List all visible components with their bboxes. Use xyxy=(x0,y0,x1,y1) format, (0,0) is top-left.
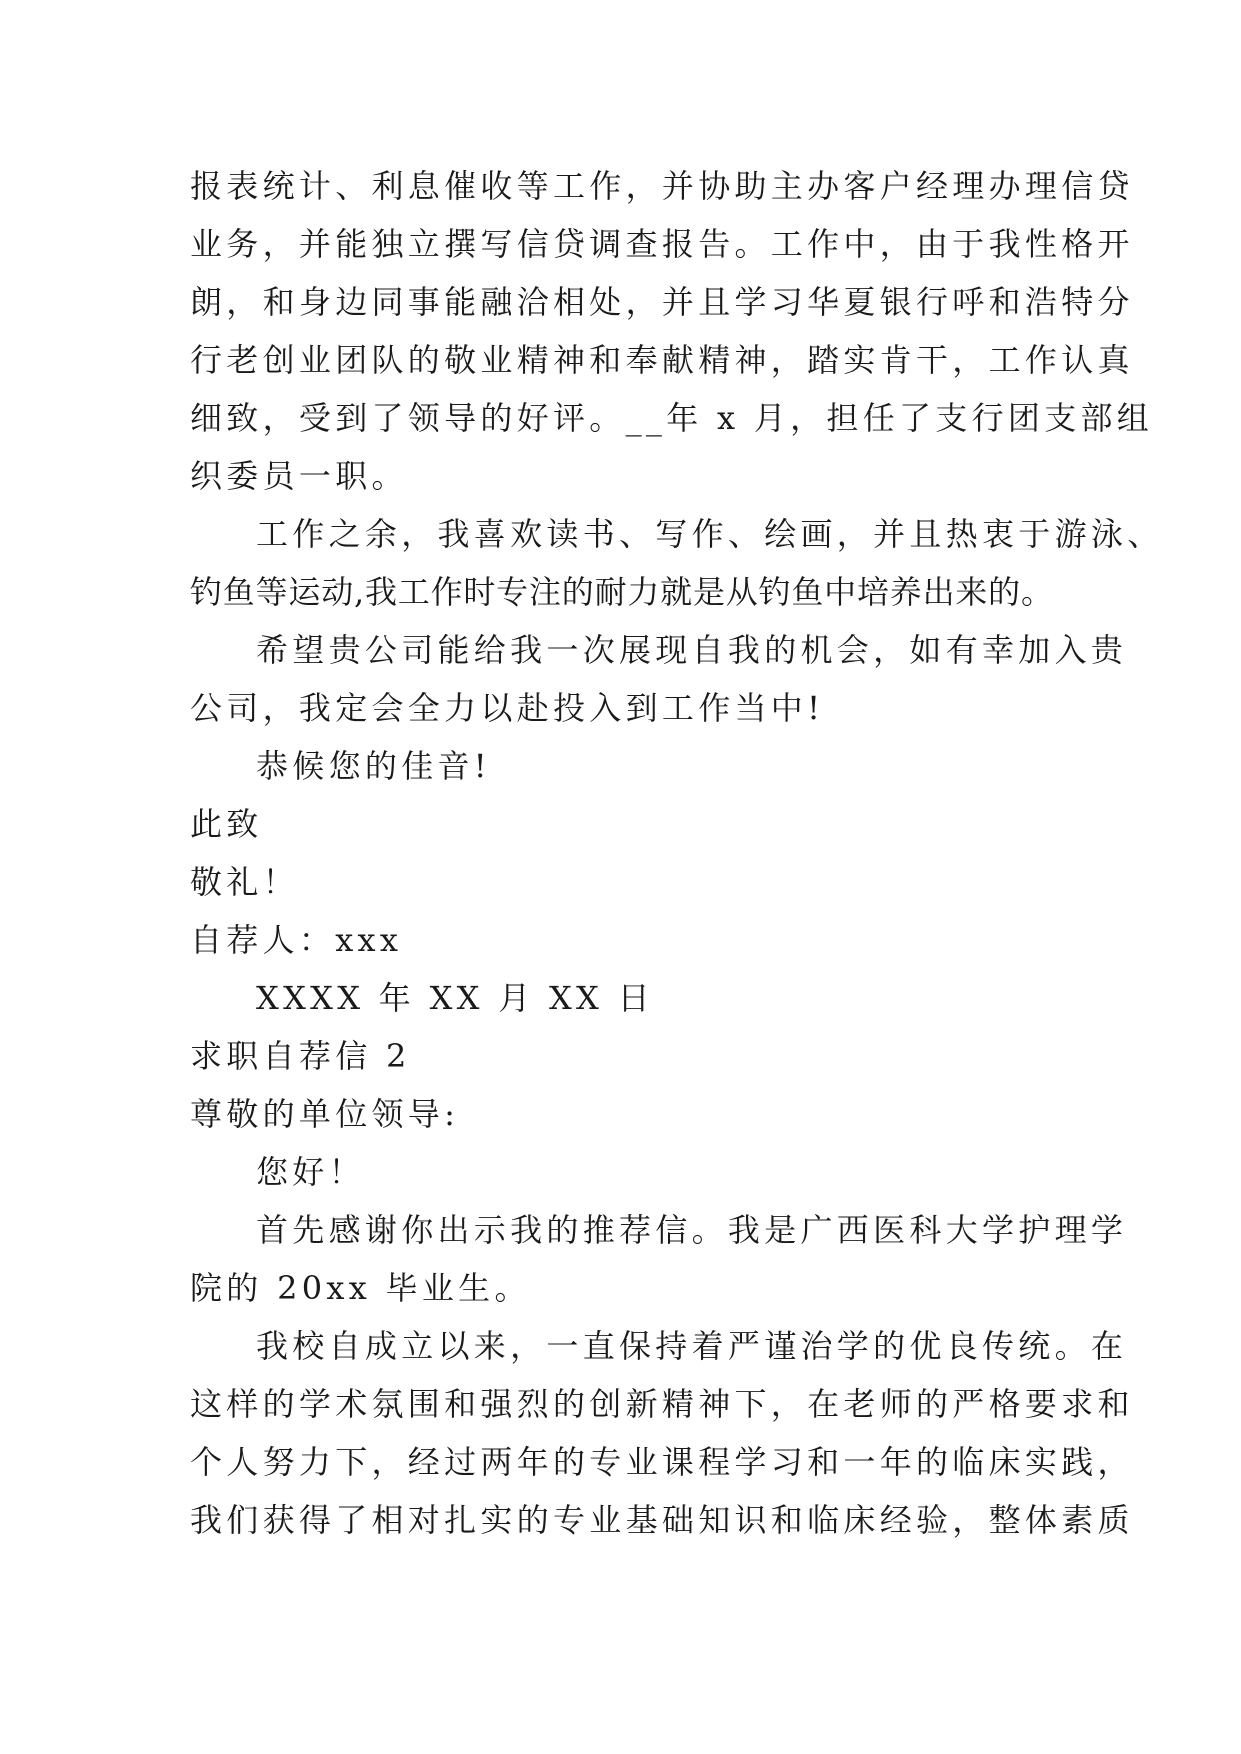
text-line: 个人努力下，经过两年的专业课程学习和一年的临床实践， xyxy=(190,1443,1134,1481)
text-line: 我们获得了相对扎实的专业基础知识和临床经验，整体素质 xyxy=(190,1501,1134,1539)
text-line: 织委员一职。 xyxy=(190,457,408,495)
paragraph-start-line: 希望贵公司能给我一次展现自我的机会，如有幸加入贵 xyxy=(256,631,1128,669)
closing-line: 恭候您的佳音! xyxy=(256,747,491,785)
text-line: 朗，和身边同事能融洽相处，并且学习华夏银行呼和浩特分 xyxy=(190,283,1134,321)
paragraph-start-line: 我校自成立以来，一直保持着严谨治学的优良传统。在 xyxy=(256,1327,1128,1365)
text-line: 报表统计、利息催收等工作，并协助主办客户经理办理信贷 xyxy=(190,167,1134,205)
text-line: 业务，并能独立撰写信贷调查报告。工作中，由于我性格开 xyxy=(190,225,1134,263)
text-line: 钓鱼等运动,我工作时专注的耐力就是从钓鱼中培养出来的。 xyxy=(190,573,1054,611)
letter-heading: 求职自荐信 2 xyxy=(190,1037,411,1075)
greeting-line: 您好！ xyxy=(256,1153,365,1191)
text-line: 行老创业团队的敬业精神和奉献精神，踏实肯干，工作认真 xyxy=(190,341,1134,379)
date-line: XXXX 年 XX 月 XX 日 xyxy=(256,979,654,1017)
paragraph-start-line: 首先感谢你出示我的推荐信。我是广西医科大学护理学 xyxy=(256,1211,1128,1249)
text-line: 公司，我定会全力以赴投入到工作当中! xyxy=(190,689,825,727)
signature-line: 自荐人：xxx xyxy=(190,921,403,959)
letter-body xyxy=(190,157,1164,1549)
addressee-line: 尊敬的单位领导: xyxy=(190,1095,460,1133)
text-line: 院的 20xx 毕业生。 xyxy=(190,1269,531,1307)
salutation-jingli: 敬礼！ xyxy=(190,863,299,901)
paragraph-start-line: 工作之余，我喜欢读书、写作、绘画，并且热衷于游泳、 xyxy=(256,515,1164,553)
salutation-cizhi: 此致 xyxy=(190,805,263,843)
text-line: 细致，受到了领导的好评。__年 x 月，担任了支行团支部组 xyxy=(190,399,1154,437)
text-line: 这样的学术氛围和强烈的创新精神下，在老师的严格要求和 xyxy=(190,1385,1134,1423)
